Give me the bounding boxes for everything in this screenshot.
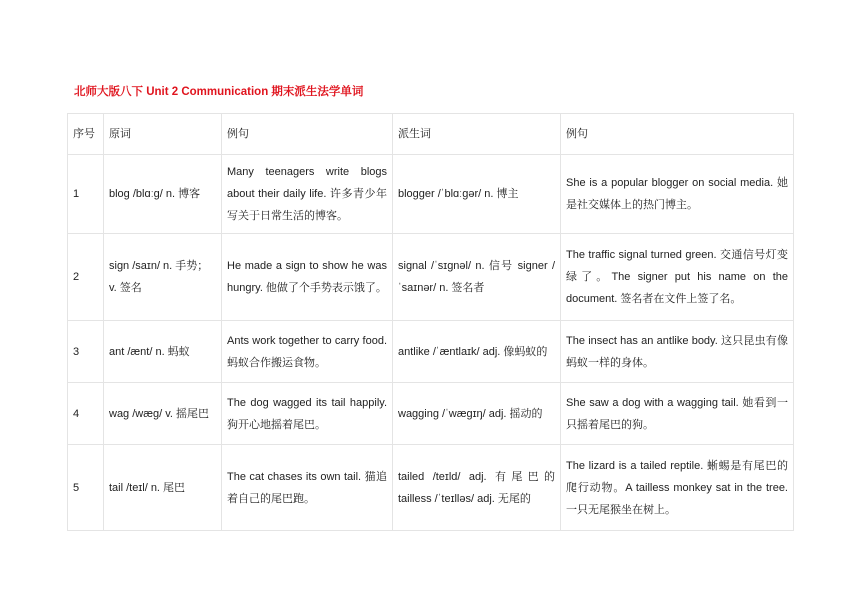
row-derived: blogger /ˈblɑːɡər/ n. 博主 (393, 155, 561, 234)
row-number: 4 (68, 383, 104, 445)
row-word: sign /saɪn/ n. 手势；v. 签名 (104, 234, 222, 321)
row-derived-example: The traffic signal turned green. 交通信号灯变绿了。The signer put his name on the document. 签名者在文件上签了名。 (561, 234, 794, 321)
row-derived-example: She saw a dog with a wagging tail. 她看到一只摇着尾巴的狗。 (561, 383, 794, 445)
table-row (68, 383, 794, 445)
header-derived: 派生词 (393, 114, 561, 155)
row-word: blog /blɑːɡ/ n. 博客 (104, 155, 222, 234)
table-row (68, 445, 794, 531)
row-derived: wagging /ˈwæɡɪŋ/ adj. 摇动的 (393, 383, 561, 445)
row-word: ant /ænt/ n. 蚂蚁 (104, 321, 222, 383)
document-title: 北师大版八下 Unit 2 Communication 期末派生法学单词 (74, 86, 364, 98)
row-number: 1 (68, 155, 104, 234)
header-number: 序号 (68, 114, 104, 155)
row-word: wag /wæɡ/ v. 摇尾巴 (104, 383, 222, 445)
row-derived: signal /ˈsɪɡnəl/ n. 信号 signer /ˈsaɪnər/ n. 签名者 (393, 234, 561, 321)
row-derived: tailed /teɪld/ adj. 有尾巴的 tailless /ˈteɪlləs/ adj. 无尾的 (393, 445, 561, 531)
row-example: Ants work together to carry food. 蚂蚁合作搬运食物。 (222, 321, 393, 383)
table-header-row (68, 114, 794, 155)
row-example: He made a sign to show he was hungry. 他做了个手势表示饿了。 (222, 234, 393, 321)
row-example: Many teenagers write blogs about their daily life. 许多青少年写关于日常生活的博客。 (222, 155, 393, 234)
table-row (68, 234, 794, 321)
header-derived-example: 例句 (561, 114, 794, 155)
row-derived-example: She is a popular blogger on social media. 她是社交媒体上的热门博主。 (561, 155, 794, 234)
table-row (68, 321, 794, 383)
row-derived: antlike /ˈæntlaɪk/ adj. 像蚂蚁的 (393, 321, 561, 383)
row-number: 3 (68, 321, 104, 383)
row-derived-example: The insect has an antlike body. 这只昆虫有像蚂蚁一样的身体。 (561, 321, 794, 383)
header-example: 例句 (222, 114, 393, 155)
vocabulary-table (67, 113, 794, 531)
row-example: The dog wagged its tail happily. 狗开心地摇着尾巴。 (222, 383, 393, 445)
header-word: 原词 (104, 114, 222, 155)
row-number: 2 (68, 234, 104, 321)
row-number: 5 (68, 445, 104, 531)
table-row (68, 155, 794, 234)
row-derived-example: The lizard is a tailed reptile. 蜥蜴是有尾巴的爬行动物。A tailless monkey sat in the tree. 一只无尾猴坐在树上。 (561, 445, 794, 531)
row-example: The cat chases its own tail. 猫追着自己的尾巴跑。 (222, 445, 393, 531)
row-word: tail /teɪl/ n. 尾巴 (104, 445, 222, 531)
